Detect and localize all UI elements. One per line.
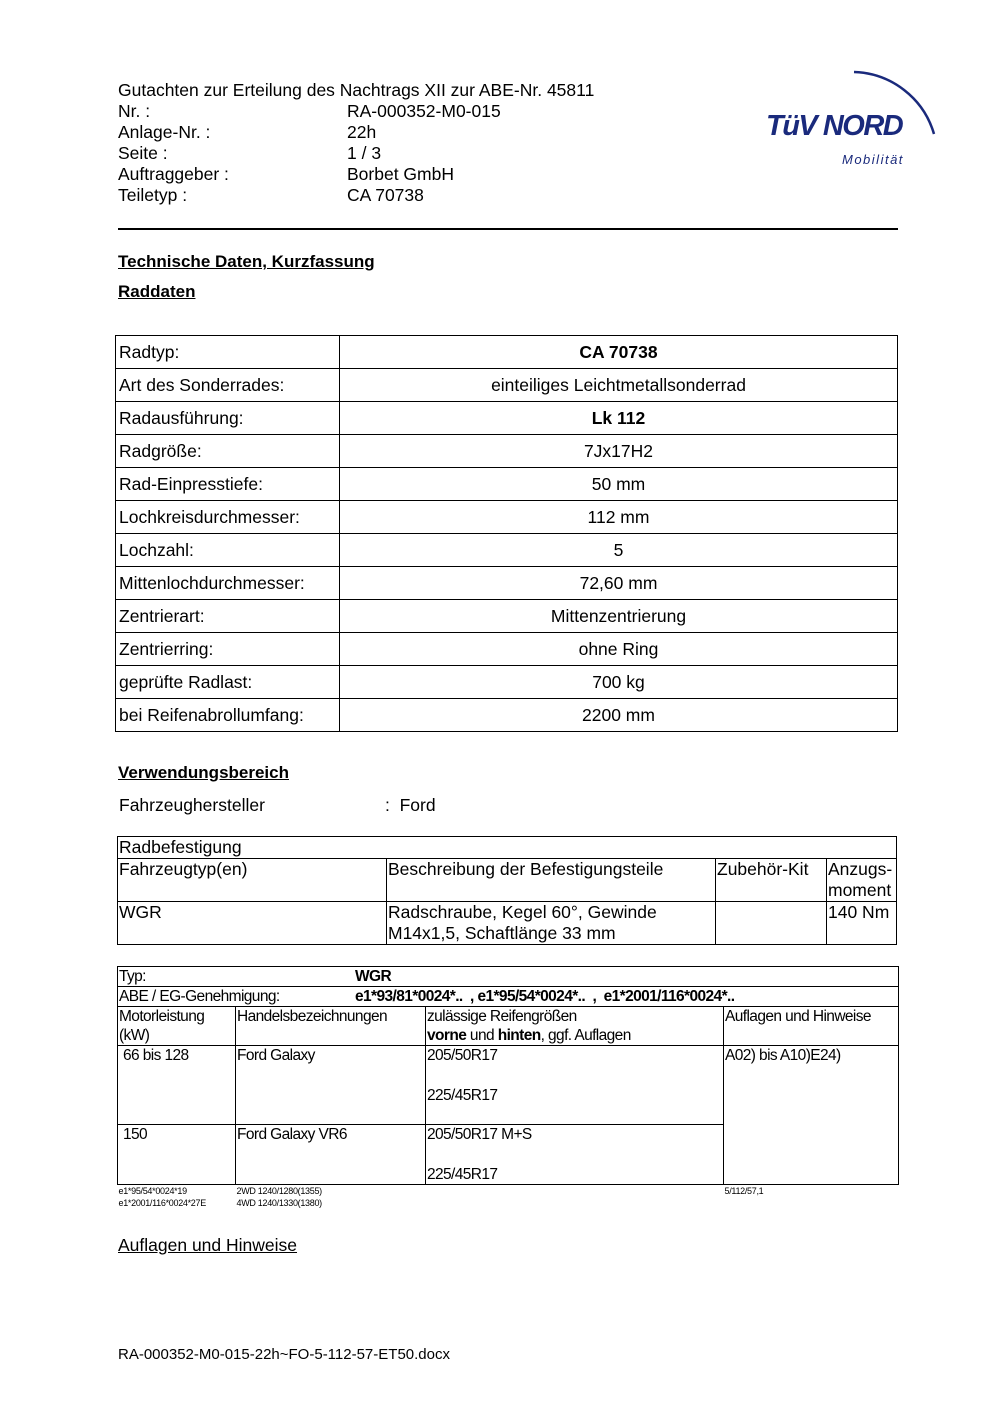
table-row: bei Reifenabrollumfang: 2200 mm — [116, 699, 898, 732]
table-row: geprüfte Radlast: 700 kg — [116, 666, 898, 699]
auflagen-heading: Auflagen und Hinweise — [118, 1235, 298, 1255]
svg-text:Mobilität: Mobilität — [842, 152, 904, 167]
document-header — [118, 80, 594, 206]
table-footnote-row: e1*95/54*0024*19 e1*2001/116*0024*27E 2WD 1240/1280(1355) 4WD 1240/1330(1380) 5/112/57,1 — [118, 1186, 764, 1208]
table-header-row: Motorleistung (kW) Handelsbezeichnungen zulässige Reifengrößen vorne und hinten, ggf. Auflagen Auflagen und Hinweise — [118, 1007, 899, 1046]
svg-text:TüV NORD: TüV NORD — [766, 110, 903, 142]
table-row: Radausführung: Lk 112 — [116, 402, 898, 435]
table-row: Rad-Einpresstiefe: 50 mm — [116, 468, 898, 501]
radbefestigung-table — [117, 836, 897, 945]
table-row: Zentrierart: Mittenzentrierung — [116, 600, 898, 633]
table-header-row: Fahrzeugtyp(en) Beschreibung der Befestigungsteile Zubehör-Kit Anzugs- moment — [118, 859, 897, 902]
table-row: Mittenlochdurchmesser: 72,60 mm — [116, 567, 898, 600]
section-title-raddaten: Raddaten — [118, 282, 196, 301]
table-row: ABE / EG-Genehmigung: e1*93/81*0024*.. , e1*95/54*0024*.. , e1*2001/116*0024*.. — [118, 987, 899, 1007]
table-row: 66 bis 128 Ford Galaxy 205/50R17 225/45R17 A02) bis A10)E24) — [118, 1046, 899, 1125]
table-row: WGR Radschraube, Kegel 60°, Gewinde M14x1,5, Schaftlänge 33 mm 140 Nm — [118, 902, 897, 945]
raddaten-table — [115, 335, 898, 732]
table-row: Zentrierring: ohne Ring — [116, 633, 898, 666]
header-row-seite: Seite : 1 / 3 — [118, 143, 382, 163]
header-row-teiletyp: Teiletyp : CA 70738 — [118, 185, 424, 205]
header-row-auftraggeber: Auftraggeber : Borbet GmbH — [118, 164, 454, 184]
table-row — [118, 837, 897, 859]
footer-filename: RA-000352-M0-015-22h~FO-5-112-57-ET50.docx — [118, 1346, 450, 1363]
typ-table — [117, 966, 899, 1209]
table-row: Lochzahl: 5 — [116, 534, 898, 567]
table-row: Typ: WGR — [118, 967, 899, 987]
table-row: Radtyp: CA 70738 — [116, 336, 898, 369]
befestigung-title: Radbefestigung — [118, 837, 897, 859]
header-title: Gutachten zur Erteilung des Nachtrags XII zur ABE-Nr. 45811 — [118, 80, 595, 100]
table-row: Lochkreisdurchmesser: 112 mm — [116, 501, 898, 534]
section-title-technische-daten: Technische Daten, Kurzfassung — [118, 252, 375, 271]
table-row: Radgröße: 7Jx17H2 — [116, 435, 898, 468]
header-divider — [118, 228, 898, 230]
header-row-nr: Nr. : RA-000352-M0-015 — [118, 101, 501, 121]
table-row: 150 Ford Galaxy VR6 205/50R17 M+S 225/45R17 — [118, 1125, 899, 1185]
section-title-verwendungsbereich: Verwendungsbereich — [118, 763, 289, 782]
fahrzeughersteller-line: Fahrzeughersteller : Ford — [119, 795, 436, 815]
table-row: Art des Sonderrades: einteiliges Leichtmetallsonderrad — [116, 369, 898, 402]
header-row-anlage: Anlage-Nr. : 22h — [118, 122, 377, 142]
tuev-nord-logo — [762, 58, 942, 170]
